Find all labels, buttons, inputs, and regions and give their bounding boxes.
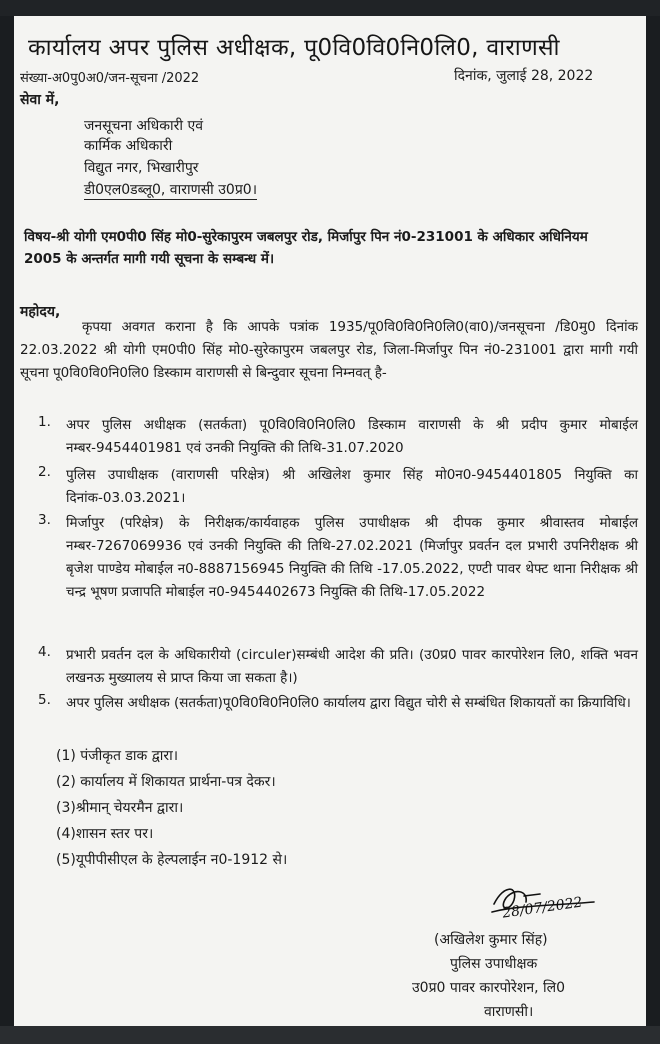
sub-point: (5)यूपीपीसीएल के हेल्पलाईन न0-1912 से। [56,852,288,868]
addressee-line-1: जनसूचना अधिकारी एवं [84,118,203,134]
point-text: प्रभारी प्रवर्तन दल के अधिकारीयो (circuler)सम्बंधी आदेश की प्रति। (उ0प्र0 पावर कारपोरेशन लि0, शक्ति भवन लखनऊ मुख्यालय से प्राप्त किया जा सकता है।) [66,647,638,686]
salutation: महोदय, [20,304,61,320]
point-text: पुलिस उपाधीक्षक (वाराणसी परिक्षेत्र) श्री अखिलेश कुमार सिंह मो0न0-9454401805 नियुक्ति का दिनांक-03.03.2021। [66,467,638,506]
point-number: 2. [38,464,51,480]
to-label: सेवा में, [20,92,60,108]
point-number: 3. [38,512,51,528]
sub-point: (1) पंजीकृत डाक द्वारा। [56,748,179,764]
point-number: 5. [38,692,51,708]
addressee-line-3: विद्युत नगर, भिखारीपुर [84,160,199,176]
addressee-line-4: डी0एल0डब्लू0, वाराणसी उ0प्र0। [84,182,257,198]
photo-background-bottom [0,1026,660,1044]
sub-point: (2) कार्यालय में शिकायत प्रार्थना-पत्र देकर। [56,774,276,790]
point-text: मिर्जापुर (परिक्षेत्र) के निरीक्षक/कार्यवाहक पुलिस उपाधीक्षक श्री दीपक कुमार श्रीवास्तव मोबाईल नम्बर-7267069936 एवं उनकी नियुक्ति की तिथि-27.02.2021 (मिर्जापुर प्रवर्तन दल प्रभारी उपनिरीक्षक श्री बृजेश पाण्डेय मोबाईल न0-8887156945 नियुक्ति की तिथि -17.05.2022, एण्टी पावर थेफ्ट थाना निरीक्षक श्री चन्द्र भूषण प्रजापति मोबाईल न0-9454402673 नियुक्ति की तिथि-17.05.2022 [66,515,638,600]
signatory-name: (अखिलेश कुमार सिंह) [434,932,548,948]
photo-background-top [0,0,660,16]
sub-point: (3)श्रीमान् चेयरमैन द्वारा। [56,800,184,816]
subject-line: विषय-श्री योगी एम0पी0 सिंह मो0-सुरेकापुरम जबलपुर रोड, मिर्जापुर पिन नं0-231001 के अधिकार अधिनियम 2005 के अन्तर्गत मागी गयी सूचना के सम्बन्ध में। [24,229,588,267]
signatory-organisation: उ0प्र0 पावर कारपोरेशन, लि0 [412,980,566,996]
addressee-line-2: कार्मिक अधिकारी [84,138,173,154]
signature-date: 28/07/2022 [501,894,584,922]
intro-paragraph [20,316,638,385]
point-text: अपर पुलिस अधीक्षक (सतर्कता) पू0वि0वि0नि0लि0 डिस्काम वाराणसी के श्री प्रदीप कुमार मोबाईल नम्बर-9454401981 एवं उनकी नियुक्ति की तिथि-31.07.2020 [66,417,638,456]
point-text: अपर पुलिस अधीक्षक (सतर्कता)पू0वि0वि0नि0लि0 कार्यालय द्वारा विद्युत चोरी से सम्बंधित शिकायतों का क्रियाविधि। [66,695,631,711]
point-number: 1. [38,414,51,430]
intro-text: कृपया अवगत कराना है कि आपके पत्रांक 1935/पू0वि0वि0नि0लि0(वा0)/जनसूचना /डि0मु0 दिनांक 22.03.2022 श्री योगी एम0पी0 सिंह मो0-सुरेकापुरम जबलपुर रोड, जिला-मिर्जापुर पिन नं0-231001 द्वारा मागी गयी सूचना पू0वि0वि0नि0लि0 डिस्काम वाराणसी से बिन्दुवार सूचना निम्नवत् है- [20,319,638,381]
sub-point: (4)शासन स्तर पर। [56,826,154,842]
point-number: 4. [38,644,51,660]
signatory-city: वाराणसी। [484,1004,534,1020]
letter-page [14,16,646,1026]
signatory-designation: पुलिस उपाधीक्षक [450,956,538,972]
office-title: कार्यालय अपर पुलिस अधीक्षक, पू0वि0वि0नि0लि0, वाराणसी [28,35,560,61]
letter-date: दिनांक, जुलाई 28, 2022 [454,68,594,84]
reference-number: संख्या-अ0पु0अ0/जन-सूचना /2022 [20,71,200,86]
